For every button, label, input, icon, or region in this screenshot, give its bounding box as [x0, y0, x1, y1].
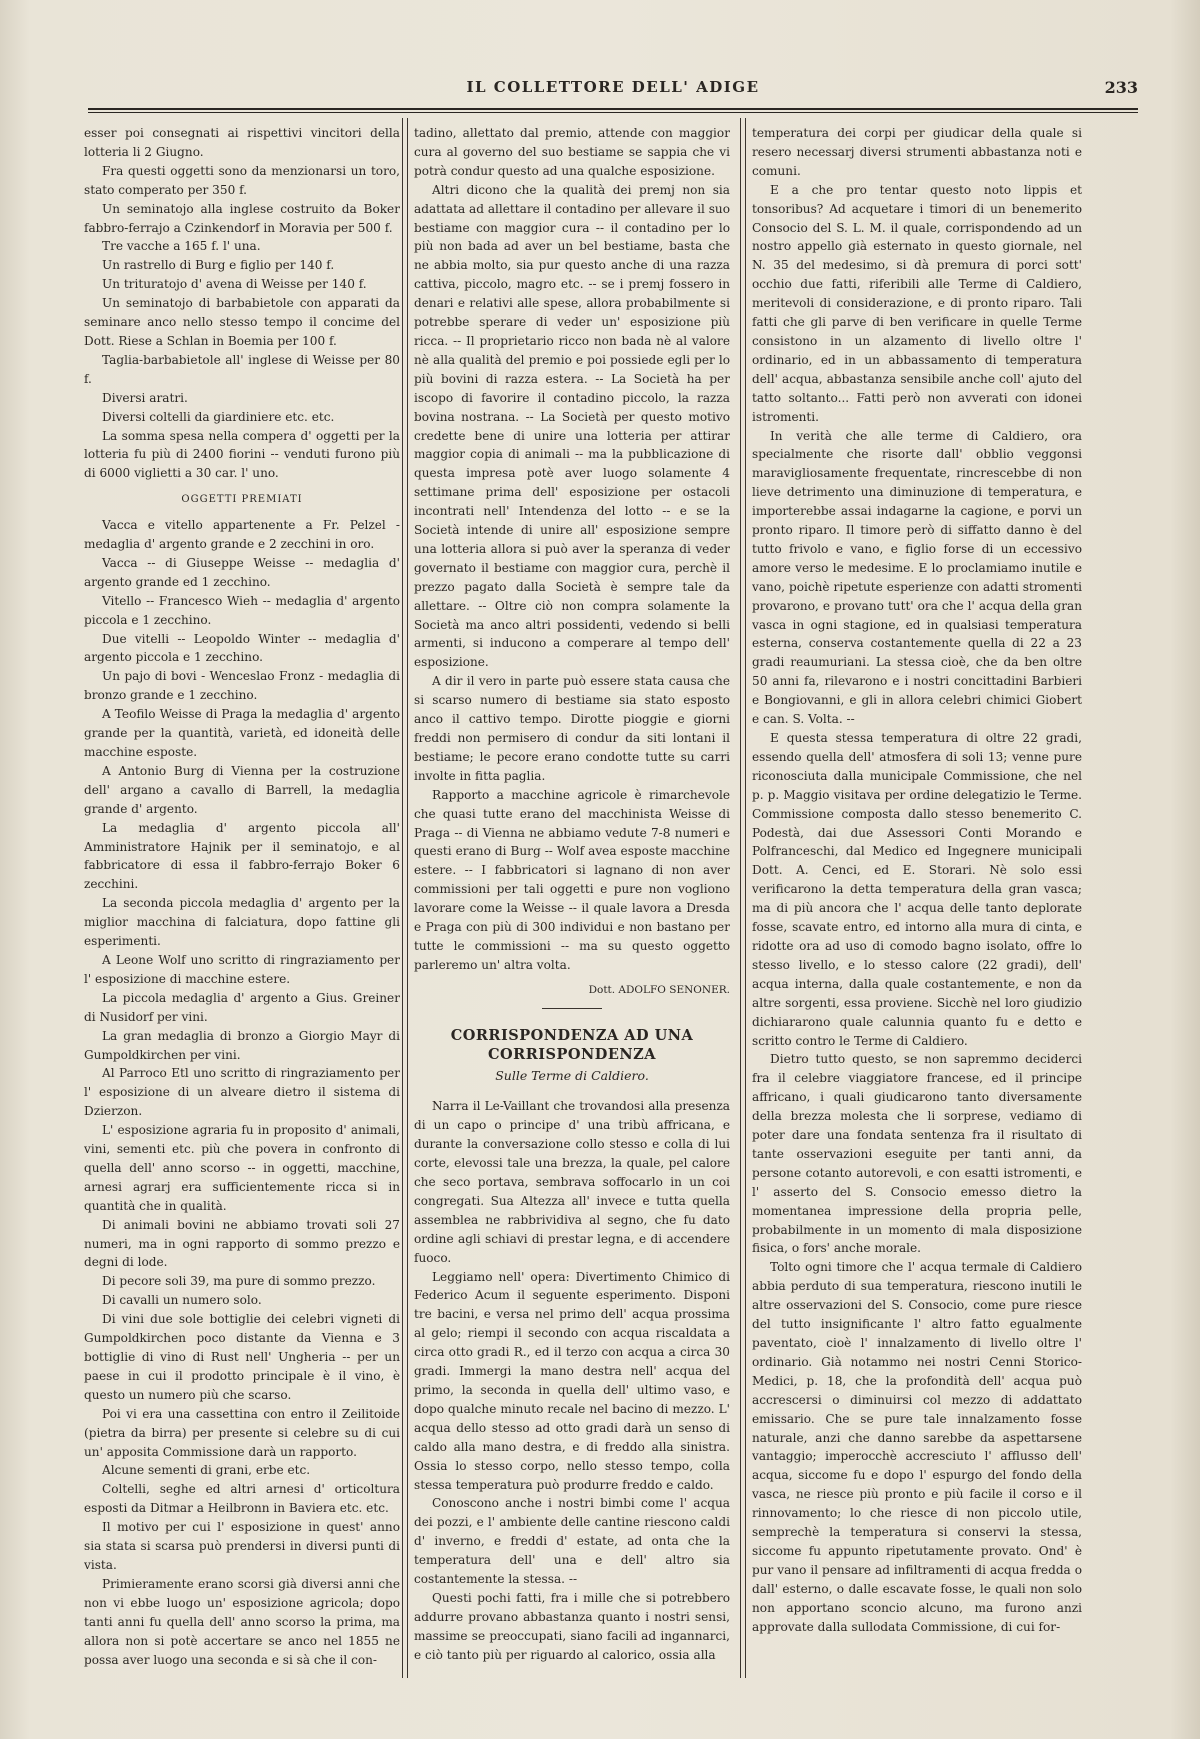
paragraph: La somma spesa nella compera d' oggetti per la lotteria fu più di 2400 fiorini -- venduti furono più di 6000 viglietti a 30 car. l' uno.	[84, 428, 400, 481]
paragraph: Vacca -- di Giuseppe Weisse -- medaglia d' argento grande ed 1 zecchino.	[84, 555, 400, 589]
paragraph: Al Parroco Etl uno scritto di ringraziamento per l' esposizione di un alveare dietro il sistema di Dzierzon.	[84, 1066, 400, 1119]
paragraph: Questi pochi fatti, fra i mille che si potrebbero addurre provano abbastanza quanto i nostri sensi, massime se preoccupati, siano facili ad ingannarci, e ciò tanto più per riguardo al calorico, ossia alla	[414, 1590, 730, 1662]
paragraph: Diversi coltelli da giardiniere etc. etc.	[102, 409, 335, 424]
paragraph: Altri dicono che la qualità dei premj non sia adattata ad allettare il contadino per allevare il suo bestiame con maggior cura -- il contadino per lo più non bada ad aver un bel bestiame, basta che ne abbia molto, sia pur questo anche di una razza cattiva, piccolo, magro etc. -- se i premj fossero in denari e relativi alle spese, allora probabilmente si potrebbe sperare di veder un' esposizione più ricca. -- Il proprietario ricco non bada nè al valore nè alla qualità del premio e poi possiede egli per lo più bovini di razza estera. -- La Società ha per iscopo di favorire il contadino piccolo, la razza bovina nostrana. -- La Società per questo motivo credette bene di unire una lotteria per attirar maggior copia di animali -- ma la pubblicazione di questa impresa potè aver luogo solamente 4 settimane prima dell' esposizione per ostacoli incontrati nell' Intendenza del lotto -- e se la Società intende di unire all' esposizione sempre una lotteria allora si può aver la speranza di veder governato il bestiame con maggior cura, perchè il prezzo pagato dalla Società è sempre tale da allettare. -- Oltre ciò non compra solamente la Società ma anco altri possidenti, vedendo si belli armenti, si inducono a comperare al tempo dell' esposizione.	[414, 182, 730, 670]
paragraph: Tolto ogni timore che l' acqua termale di Caldiero abbia perduto di sua temperatura, riescono inutili le altre osservazioni del S. Consocio, come pure riesce del tutto insignificante l' altro fatto egualmente paventato, cioè l' innalzamento di livello oltre l' ordinario. Già notammo nei nostri Cenni Storico-Medici, p. 18, che la profondità dell' acqua può accrescersi o diminuirsi col mezzo di addattato emissario. Che se pure tale innalzamento fosse naturale, anzi che danno sarebbe da aspettarsene vantaggio; imperocchè accresciuto l' afflusso dell' acqua, siccome fu e dopo l' espurgo del fondo della vasca, ne riesce più pronto e più facile il corso e il rinnovamento; lo che riesce di non piccolo utile, semprechè la temperatura si conservi la stessa, siccome fu appunto ripetutamente provato. Ond' è pur vano il pensare ad infiltramenti di acqua fredda o dall' esterno, o dalle escavate fosse, le quali non solo non apportano sconcio alcuno, ma furono anzi approvate dalla sullodata Commissione, di cui for-	[752, 1260, 1082, 1634]
paragraph: A dir il vero in parte può essere stata causa che si scarso numero di bestiame sia stato esposto anco il cattivo tempo. Dirotte pioggie e giorni freddi non permisero di condur da siti lontani il bestiame; le pecore erano condotte tutte su carri involte in fitta paglia.	[414, 674, 730, 783]
paragraph: Leggiamo nell' opera: Divertimento Chimico di Federico Acum il seguente esperimento. Disponi tre bacini, e versa nel primo dell' acqua prossima al gelo; riempi il secondo con acqua riscaldata a circa otto gradi R., ed il terzo con acqua a circa 30 gradi. Immergi la mano destra nell' acqua del primo, la seconda in quella dell' ultimo vaso, e dopo qualche minuto recale nel bacino di mezzo. L' acqua dello stesso ad otto gradi darà un senso di caldo alla mano destra, e di freddo alla sinistra. Ossia lo stesso corpo, nello stesso tempo, colla stessa temperatura può produrre freddo e caldo.	[414, 1269, 730, 1492]
paragraph: Un seminatojo di barbabietole con apparati da seminare anco nello stesso tempo il concime del Dott. Riese a Schlan in Boemia per 100 f.	[84, 296, 400, 348]
paragraph: Un rastrello di Burg e figlio per 140 f.	[102, 258, 335, 273]
separator-rule	[542, 1008, 602, 1009]
paragraph: Di animali bovini ne abbiamo trovati soli 27 numeri, ma in ogni rapporto di sommo prezzo e degni di lode.	[84, 1217, 400, 1270]
section-subheading: OGGETTI PREMIATI	[181, 494, 303, 506]
column-3	[752, 124, 1082, 1684]
paragraph: Fra questi oggetti sono da menzionarsi un toro, stato comperato per 350 f.	[84, 163, 400, 197]
column-2	[414, 124, 730, 1684]
article-headline: CORRISPONDENZA AD UNA CORRISPONDENZA	[450, 1026, 694, 1063]
paragraph: Narra il Le-Vaillant che trovandosi alla presenza di un capo o principe d' una tribù affricana, e durante la conversazione collo stesso e colla di lui corte, elevossi tale una brezza, la quale, pel calore che seco portava, sembrava soffocarlo in un coi congregati. Sua Altezza all' invece e tutta quella assemblea ne rabbrividiva al segno, che fu dato ordine agli schiavi di prestar legna, e di accendere fuoco.	[414, 1099, 730, 1265]
paragraph: Vitello -- Francesco Wieh -- medaglia d' argento piccola e 1 zecchino.	[84, 593, 400, 627]
paragraph: Coltelli, seghe ed altri arnesi d' orticoltura esposti da Ditmar a Heilbronn in Baviera etc. etc.	[84, 1482, 400, 1516]
paragraph: tadino, allettato dal premio, attende con maggior cura al governo del suo bestiame se sappia che vi potrà condur questo ad una qualche esposizione.	[414, 126, 730, 178]
paragraph: Rapporto a macchine agricole è rimarchevole che quasi tutte erano del macchinista Weisse di Praga -- di Vienna ne abbiamo vedute 7-8 numeri e questi erano di Burg -- Wolf avea esposte macchine estere. -- I fabbricatori si lagnano di non aver commissioni per tali oggetti e pure non vogliono lavorare come la Weisse -- il quale lavora a Dresda e Praga con più di 300 individui e non bastano per tutte le commissioni -- ma su questo oggetto parleremo un' altra volta.	[414, 787, 730, 972]
paragraph: Alcune sementi di grani, erbe etc.	[102, 1463, 311, 1478]
paragraph: E questa stessa temperatura di oltre 22 gradi, essendo quella dell' atmosfera di soli 13; venne pure riconosciuta dalla municipale Commissione, che nel p. p. Maggio visitava per ordine delegatizio le Terme. Commissione composta dallo stesso benemerito C. Podestà, dai due Assessori Conti Morando e Polfranceschi, dal Medico ed Ingegnere municipali Dott. A. Cenci, ed E. Storari. Nè solo essi verificarono la detta temperatura della gran vasca; ma di più ancora che l' acqua delle tanto deplorate fosse, scavate entro, ed intorno alla mura di cinta, e ridotte ora ad uso di comodo bagno isolato, offre lo stesso livello, e lo stesso calore (22 gradi), dell' acqua interna, dalla quale costantemente, e non da altre sorgenti, essa proviene. Sicchè nel loro giudizio dichiararono quale calunnia quanto fu e detto e scritto contro le Terme di Caldiero.	[752, 731, 1082, 1048]
author-signature: Dott. ADOLFO SENONER.	[588, 983, 730, 996]
page-header	[88, 78, 1138, 104]
paragraph: La seconda piccola medaglia d' argento per la miglior macchina di falciatura, dopo fattine gli esperimenti.	[84, 896, 400, 949]
paragraph: temperatura dei corpi per giudicar della quale si resero necessarj diversi strumenti abbastanza noti e comuni.	[752, 126, 1082, 178]
paragraph: esser poi consegnati ai rispettivi vincitori della lotteria li 2 Giugno.	[84, 126, 400, 159]
paragraph: Un seminatojo alla inglese costruito da Boker fabbro-ferrajo a Czinkendorf in Moravia per 500 f.	[84, 201, 400, 235]
article-subtitle: Sulle Terme di Caldiero.	[495, 1067, 649, 1083]
paragraph: Conoscono anche i nostri bimbi come l' acqua dei pozzi, e l' ambiente delle cantine riescono caldi d' inverno, e freddi d' estate, ad onta che la temperatura dell' una e dell' altro sia costantemente la stessa. --	[414, 1496, 730, 1587]
header-rule-thin	[88, 112, 1138, 113]
paragraph: Un trituratojo d' avena di Weisse per 140 f.	[102, 277, 367, 292]
column-1	[84, 124, 400, 1684]
paragraph: In verità che alle terme di Caldiero, ora specialmente che risorte dall' obblio veggonsi maravigliosamente frequentate, rincrescebbe di non lieve detrimento una diminuzione di temperatura, e importerebbe assai indagarne la cagione, e porvi un pronto riparo. Il timore però di siffatto danno è del tutto frivolo e vano, e figlio forse di un eccessivo amore verso le medesime. E lo proclamiamo inutile e vano, poichè ripetute esperienze con adatti stromenti provarono, e provano tutt' ora che l' acqua della gran vasca in ogni stagione, ed in qualsiasi temperatura esterna, conserva costantemente quella di 22 a 23 gradi reaumuriani. La stessa cioè, che da ben oltre 50 anni fa, rilevarono e i nostri concittadini Barbieri e Bongiovanni, e gli in allora celebri chimici Giobert e can. S. Volta. --	[752, 428, 1082, 727]
paragraph: Un pajo di bovi - Wenceslao Fronz - medaglia di bronzo grande e 1 zecchino.	[84, 669, 400, 703]
paragraph: Di vini due sole bottiglie dei celebri vigneti di Gumpoldkirchen poco distante da Vienna e 3 bottiglie di vino di Rust nell' Ungheria -- per un paese in cui il prodotto principale è il vino, è questo un numero più che scarso.	[84, 1312, 400, 1402]
paragraph: La gran medaglia di bronzo a Giorgio Mayr di Gumpoldkirchen per vini.	[84, 1028, 400, 1062]
paragraph: Due vitelli -- Leopoldo Winter -- medaglia d' argento piccola e 1 zecchino.	[84, 631, 400, 665]
paragraph: A Antonio Burg di Vienna per la costruzione dell' argano a cavallo di Barrell, la medaglia grande d' argento.	[84, 763, 400, 816]
paragraph: A Teofilo Weisse di Praga la medaglia d' argento grande per la quantità, varietà, ed idoneità delle macchine esposte.	[84, 707, 400, 759]
paragraph: E a che pro tentar questo noto lippis et tonsoribus? Ad acquetare i timori di un benemerito Consocio del S. L. M. il quale, corrispondendo ad un nostro appello già esternato in questo giornale, nel N. 35 del medesimo, si dà premura di porci sott' occhio due fatti, riferibili alle Terme di Caldiero, meritevoli di considerazione, e di pronto riparo. Tali fatti che gli parve di ben verificare in quelle Terme consistono in un alzamento di livello oltre l' ordinario, ed in un abbassamento di temperatura dell' acqua, abbastanza sensibile anche coll' ajuto del tatto soltanto... Fatti però non avverati con idonei istromenti.	[752, 182, 1082, 424]
column-divider	[740, 118, 746, 1678]
paragraph: La medaglia d' argento piccola all' Amministratore Hajnik per il seminatojo, e al fabbricatore di essa il fabbro-ferrajo Boker 6 zecchini.	[84, 820, 400, 892]
paragraph: Dietro tutto questo, se non sapremmo deciderci fra il celebre viaggiatore francese, ed il principe affricano, i quali giudicarono tanto diversamente della brezza molesta che li sorprese, vediamo di poter dare una fondata sentenza fra il risultato di tante osservazioni eseguite per tanti anni, da persone cotanto autorevoli, e con esatti istromenti, e l' asserto del S. Consocio emesso dietro la momentanea impressione della propria pelle, probabilmente in un momento di mala disposizione fisica, o fors' anche morale.	[752, 1052, 1082, 1256]
paragraph: Poi vi era una cassettina con entro il Zeilitoide (pietra da birra) per presente si celebre su di cui un' apposita Commissione darà un rapporto.	[84, 1406, 400, 1459]
header-rule	[88, 108, 1138, 110]
paragraph: A Leone Wolf uno scritto di ringraziamento per l' esposizione di macchine estere.	[84, 952, 400, 986]
paragraph: Diversi aratri.	[102, 390, 188, 405]
paragraph: Vacca e vitello appartenente a Fr. Pelzel - medaglia d' argento grande e 2 zecchini in oro.	[84, 518, 400, 552]
paragraph: Di cavalli un numero solo.	[102, 1293, 262, 1308]
paragraph: L' esposizione agraria fu in proposito d' animali, vini, sementi etc. più che povera in confronto di quella dell' anno scorso -- in oggetti, macchine, arnesi agrarj era sufficientemente ricca si in quantità che in qualità.	[84, 1123, 400, 1213]
page-number: 233	[1104, 78, 1138, 97]
paragraph: Tre vacche a 165 f. l' una.	[102, 239, 261, 254]
paragraph: Primieramente erano scorsi già diversi anni che non vi ebbe luogo un' esposizione agricola; dopo tanti anni fu quella dell' anno scorso la prima, ma allora non si potè accertare se anco nel 1855 ne possa aver luogo una seconda e si sà che il con-	[84, 1576, 400, 1667]
masthead-title: IL COLLETTORE DELL' ADIGE	[466, 78, 760, 96]
column-divider	[402, 118, 408, 1678]
paragraph: La piccola medaglia d' argento a Gius. Greiner di Nusidorf per vini.	[84, 990, 400, 1024]
paragraph: Taglia-barbabietole all' inglese di Weisse per 80 f.	[84, 352, 400, 386]
paragraph: Il motivo per cui l' esposizione in quest' anno sia stata si scarsa può prendersi in diversi punti di vista.	[84, 1520, 400, 1572]
paragraph: Di pecore soli 39, ma pure di sommo prezzo.	[102, 1274, 376, 1289]
